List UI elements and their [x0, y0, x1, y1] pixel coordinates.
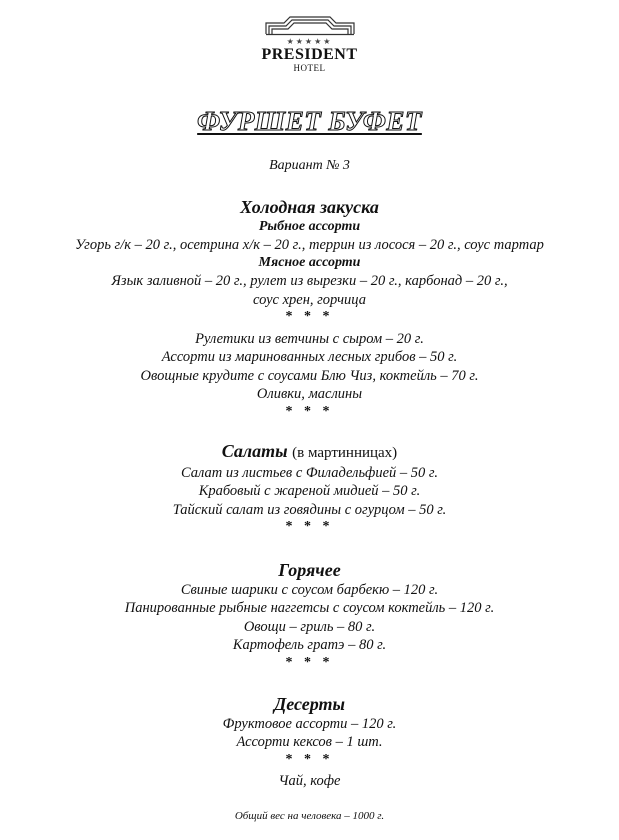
separator: * * * — [285, 403, 334, 419]
separator: * * * — [285, 751, 334, 767]
subsection-heading: Мясное ассорти — [258, 255, 361, 271]
section-salads — [0, 440, 619, 535]
section-heading: Салаты — [221, 441, 288, 461]
menu-line: Оливки, маслины — [256, 386, 363, 403]
hotel-stars: ★★★★★ — [286, 37, 333, 46]
menu-variant: Вариант № 3 — [269, 158, 350, 173]
section-heading-row — [0, 440, 619, 464]
section-note: (в мартинницах) — [292, 445, 398, 461]
section-hot — [0, 559, 619, 671]
menu-line: Фруктовое ассорти – 120 г. — [222, 716, 397, 732]
section-cold-extra — [0, 330, 619, 420]
separator: * * * — [285, 309, 334, 325]
menu-line: Язык заливной – 20 г., рулет из вырезки – 20 г., карбонад – 20 г., — [111, 273, 508, 290]
menu-line: соус хрен, горчица — [253, 291, 366, 308]
total-weight-note: Общий вес на человека – 1000 г. — [234, 810, 385, 822]
menu-line: Салат из листьев с Филадельфией – 50 г. — [180, 465, 438, 481]
menu-line: Картофель гратэ – 80 г. — [232, 637, 387, 654]
section-desserts — [0, 693, 619, 790]
menu-line: Овощные крудите с соусами Блю Чиз, коктейль – 70 г. — [140, 367, 479, 384]
subsection-heading: Рыбное ассорти — [258, 219, 361, 234]
menu-line: Овощи – гриль – 80 г. — [243, 618, 376, 635]
section-cold — [0, 196, 619, 325]
hotel-logo — [0, 14, 619, 73]
section-heading: Горячее — [278, 560, 341, 580]
section-heading: Десерты — [273, 694, 346, 714]
hotel-subtitle: HOTEL — [293, 63, 326, 73]
menu-line: Угорь г/к – 20 г., осетрина х/к – 20 г., террин из лосося – 20 г., соус тартар — [75, 237, 544, 253]
menu-line: Ассорти из маринованных лесных грибов – 50 г. — [161, 349, 458, 366]
separator: * * * — [285, 519, 334, 535]
menu-line: Чай, кофе — [278, 772, 341, 789]
hotel-building-icon — [264, 14, 356, 36]
menu-line: Свиные шарики с соусом барбекю – 120 г. — [180, 582, 439, 598]
menu-line: Рулетики из ветчины с сыром – 20 г. — [195, 331, 424, 347]
hotel-brand: PRESIDENT — [261, 46, 358, 63]
section-heading: Холодная закуска — [240, 197, 379, 217]
menu-line: Крабовый с жареной мидией – 50 г. — [198, 483, 421, 500]
menu-line: Панированные рыбные наггетсы с соусом коктейль – 120 г. — [124, 600, 495, 617]
menu-line: Тайский салат из говядины с огурцом – 50 г. — [172, 501, 447, 518]
separator: * * * — [285, 654, 334, 670]
menu-line: Ассорти кексов – 1 шт. — [236, 734, 383, 751]
page-title: ФУРШЕТ БУФЕТ — [197, 106, 422, 136]
